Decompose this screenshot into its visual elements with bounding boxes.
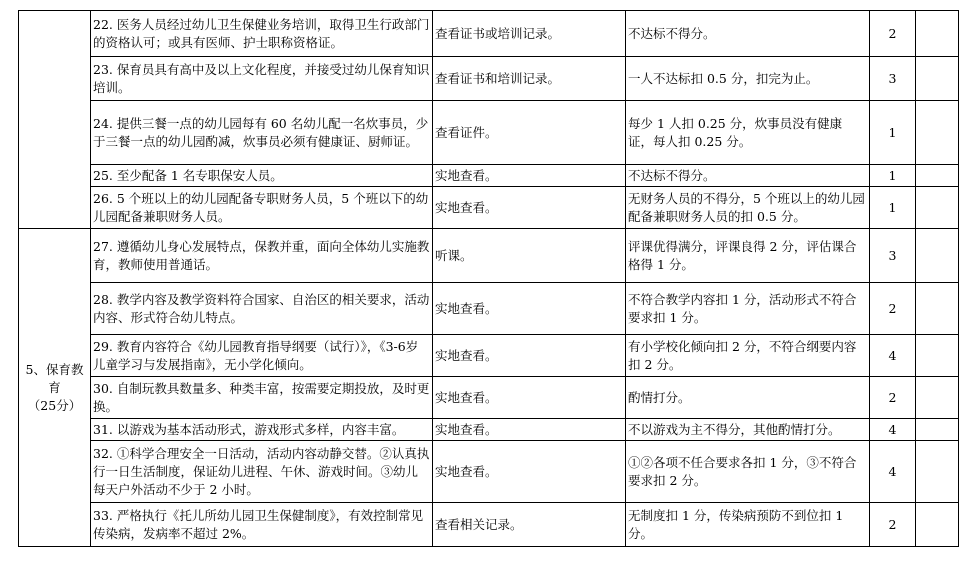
item-cell: 27. 遵循幼儿身心发展特点，保教并重，面向全体幼儿实施教育，教师使用普通话。 bbox=[91, 229, 433, 283]
score-cell: 3 bbox=[870, 229, 916, 283]
rule-cell: 无制度扣 1 分，传染病预防不到位扣 1 分。 bbox=[626, 503, 870, 547]
item-cell: 33. 严格执行《托儿所幼儿园卫生保健制度》，有效控制常见传染病，发病率不超过 2%。 bbox=[91, 503, 433, 547]
method-cell: 查看证书或培训记录。 bbox=[433, 11, 626, 57]
blank-cell bbox=[916, 229, 959, 283]
blank-cell bbox=[916, 101, 959, 165]
rule-cell: 有小学校化倾向扣 2 分，不符合纲要内容扣 2 分。 bbox=[626, 335, 870, 377]
rule-cell: 评课优得满分，评课良得 2 分，评估课合格得 1 分。 bbox=[626, 229, 870, 283]
rule-cell: ①②各项不任合要求各扣 1 分，③不符合要求扣 2 分。 bbox=[626, 441, 870, 503]
rule-cell: 不符合教学内容扣 1 分，活动形式不符合要求扣 1 分。 bbox=[626, 283, 870, 335]
table-row bbox=[19, 503, 959, 547]
rule-cell: 不达标不得分。 bbox=[626, 165, 870, 187]
blank-cell bbox=[916, 377, 959, 419]
score-cell: 1 bbox=[870, 187, 916, 229]
score-cell: 4 bbox=[870, 335, 916, 377]
category-cell: 5、保育教育 （25分） bbox=[19, 229, 91, 547]
rule-cell: 每少 1 人扣 0.25 分，炊事员没有健康证，每人扣 0.25 分。 bbox=[626, 101, 870, 165]
method-cell: 实地查看。 bbox=[433, 283, 626, 335]
table-row bbox=[19, 11, 959, 57]
score-cell: 2 bbox=[870, 283, 916, 335]
item-cell: 25. 至少配备 1 名专职保安人员。 bbox=[91, 165, 433, 187]
score-cell: 1 bbox=[870, 165, 916, 187]
item-cell: 22. 医务人员经过幼儿卫生保健业务培训，取得卫生行政部门的资格认可；或具有医师、护士职称资格证。 bbox=[91, 11, 433, 57]
table-row bbox=[19, 335, 959, 377]
blank-cell bbox=[916, 419, 959, 441]
blank-cell bbox=[916, 335, 959, 377]
score-cell: 2 bbox=[870, 503, 916, 547]
method-cell: 实地查看。 bbox=[433, 335, 626, 377]
item-cell: 24. 提供三餐一点的幼儿园每有 60 名幼儿配一名炊事员，少于三餐一点的幼儿园酌减，炊事员必须有健康证、厨师证。 bbox=[91, 101, 433, 165]
blank-cell bbox=[916, 503, 959, 547]
score-cell: 2 bbox=[870, 11, 916, 57]
score-cell: 2 bbox=[870, 377, 916, 419]
blank-cell bbox=[916, 441, 959, 503]
method-cell: 查看证书和培训记录。 bbox=[433, 57, 626, 101]
item-cell: 32. ①科学合理安全一日活动，活动内容动静交替。②认真执行一日生活制度，保证幼儿进程、午休、游戏时间。③幼儿每天户外活动不少于 2 小时。 bbox=[91, 441, 433, 503]
method-cell: 听课。 bbox=[433, 229, 626, 283]
item-cell: 31. 以游戏为基本活动形式，游戏形式多样，内容丰富。 bbox=[91, 419, 433, 441]
category-cell bbox=[19, 11, 91, 229]
method-cell: 实地查看。 bbox=[433, 419, 626, 441]
rule-cell: 不达标不得分。 bbox=[626, 11, 870, 57]
rule-cell: 酌情打分。 bbox=[626, 377, 870, 419]
score-cell: 4 bbox=[870, 441, 916, 503]
method-cell: 实地查看。 bbox=[433, 377, 626, 419]
table-row bbox=[19, 283, 959, 335]
method-cell: 实地查看。 bbox=[433, 441, 626, 503]
evaluation-table bbox=[18, 10, 959, 547]
table-row bbox=[19, 57, 959, 101]
method-cell: 实地查看。 bbox=[433, 187, 626, 229]
blank-cell bbox=[916, 165, 959, 187]
table-row bbox=[19, 229, 959, 283]
score-cell: 1 bbox=[870, 101, 916, 165]
item-cell: 26. 5 个班以上的幼儿园配备专职财务人员，5 个班以下的幼儿园配备兼职财务人员。 bbox=[91, 187, 433, 229]
rule-cell: 无财务人员的不得分，5 个班以上的幼儿园配备兼职财务人员的扣 0.5 分。 bbox=[626, 187, 870, 229]
table-row bbox=[19, 165, 959, 187]
method-cell: 查看相关记录。 bbox=[433, 503, 626, 547]
table-row bbox=[19, 101, 959, 165]
blank-cell bbox=[916, 187, 959, 229]
blank-cell bbox=[916, 283, 959, 335]
score-cell: 4 bbox=[870, 419, 916, 441]
table-row bbox=[19, 187, 959, 229]
method-cell: 实地查看。 bbox=[433, 165, 626, 187]
blank-cell bbox=[916, 11, 959, 57]
item-cell: 28. 教学内容及教学资料符合国家、自治区的相关要求，活动内容、形式符合幼儿特点。 bbox=[91, 283, 433, 335]
table-row bbox=[19, 419, 959, 441]
table-row bbox=[19, 441, 959, 503]
blank-cell bbox=[916, 57, 959, 101]
item-cell: 29. 教育内容符合《幼儿园教育指导纲要（试行）》，《3-6岁儿童学习与发展指南》，无小学化倾向。 bbox=[91, 335, 433, 377]
item-cell: 30. 自制玩教具数量多、种类丰富，按需要定期投放，及时更换。 bbox=[91, 377, 433, 419]
rule-cell: 不以游戏为主不得分，其他酌情打分。 bbox=[626, 419, 870, 441]
table-row bbox=[19, 377, 959, 419]
method-cell: 查看证件。 bbox=[433, 101, 626, 165]
score-cell: 3 bbox=[870, 57, 916, 101]
item-cell: 23. 保育员具有高中及以上文化程度，并接受过幼儿保育知识培训。 bbox=[91, 57, 433, 101]
rule-cell: 一人不达标扣 0.5 分，扣完为止。 bbox=[626, 57, 870, 101]
